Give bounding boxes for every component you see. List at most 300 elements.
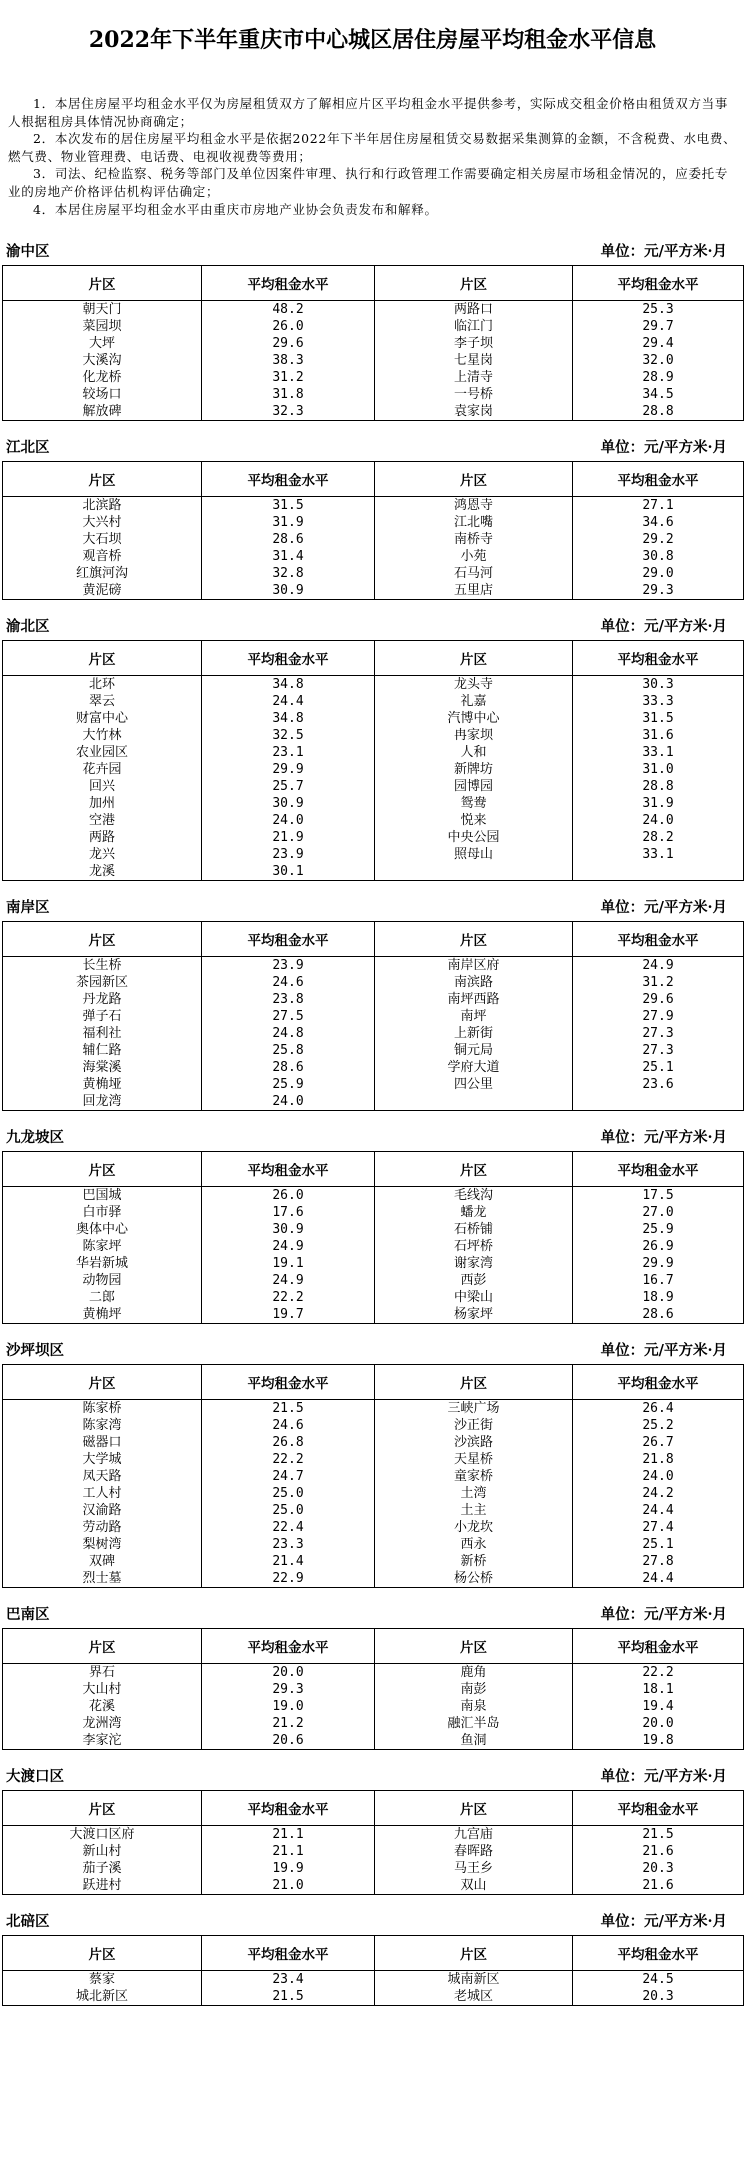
table-row xyxy=(3,1221,744,1238)
area-name: 解放碑 xyxy=(3,403,202,421)
rent-value: 25.9 xyxy=(573,1221,744,1238)
district-section xyxy=(2,600,743,881)
area-name: 奥体中心 xyxy=(3,1221,202,1238)
rent-value: 25.2 xyxy=(573,1417,744,1434)
rent-value: 33.1 xyxy=(573,846,744,863)
table-row xyxy=(3,778,744,795)
rent-value: 20.3 xyxy=(573,1860,744,1877)
rent-value: 30.8 xyxy=(573,548,744,565)
rent-value: 18.1 xyxy=(573,1681,744,1698)
column-header-rent: 平均租金水平 xyxy=(202,1791,375,1826)
area-name: 黄桷垭 xyxy=(3,1076,202,1093)
rent-value: 27.1 xyxy=(573,497,744,515)
area-name: 沙正街 xyxy=(375,1417,573,1434)
rent-value: 19.7 xyxy=(202,1306,375,1324)
area-name: 江北嘴 xyxy=(375,514,573,531)
column-header-area: 片区 xyxy=(375,922,573,957)
area-name: 弹子石 xyxy=(3,1008,202,1025)
area-name: 较场口 xyxy=(3,386,202,403)
column-header-area: 片区 xyxy=(3,1365,202,1400)
rent-value: 25.3 xyxy=(573,301,744,319)
area-name: 大竹林 xyxy=(3,727,202,744)
rent-value: 23.6 xyxy=(573,1076,744,1093)
table-row xyxy=(3,1732,744,1750)
rent-value: 32.0 xyxy=(573,352,744,369)
rent-value: 29.7 xyxy=(573,318,744,335)
area-name: 三峡广场 xyxy=(375,1400,573,1418)
table-row xyxy=(3,846,744,863)
rent-value: 23.9 xyxy=(202,846,375,863)
area-name: 磁器口 xyxy=(3,1434,202,1451)
column-header-area: 片区 xyxy=(3,1152,202,1187)
district-header xyxy=(2,881,743,921)
rent-table xyxy=(2,1151,744,1324)
table-row xyxy=(3,1843,744,1860)
rent-value: 24.4 xyxy=(573,1502,744,1519)
district-section xyxy=(2,881,743,1111)
column-header-rent: 平均租金水平 xyxy=(573,1791,744,1826)
table-row xyxy=(3,744,744,761)
column-header-rent: 平均租金水平 xyxy=(202,1936,375,1971)
area-name: 大山村 xyxy=(3,1681,202,1698)
rent-value: 38.3 xyxy=(202,352,375,369)
district-header xyxy=(2,1750,743,1790)
area-name: 红旗河沟 xyxy=(3,565,202,582)
rent-value: 19.4 xyxy=(573,1698,744,1715)
column-header-area: 片区 xyxy=(375,641,573,676)
table-row xyxy=(3,1400,744,1418)
table-row xyxy=(3,829,744,846)
area-name: 李子坝 xyxy=(375,335,573,352)
unit-label: 单位：元/平方米·月 xyxy=(600,1606,727,1623)
rent-value: 31.2 xyxy=(202,369,375,386)
table-row xyxy=(3,1468,744,1485)
table-row xyxy=(3,1187,744,1205)
area-name: 翠云 xyxy=(3,693,202,710)
page-title: 2022年下半年重庆市中心城区居住房屋平均租金水平信息 xyxy=(88,27,657,53)
area-name: 花卉园 xyxy=(3,761,202,778)
table-row xyxy=(3,1570,744,1588)
table-row xyxy=(3,1272,744,1289)
rent-value: 21.5 xyxy=(573,1826,744,1844)
rent-value: 30.1 xyxy=(202,863,375,881)
rent-value: 26.9 xyxy=(573,1238,744,1255)
rent-value: 21.1 xyxy=(202,1826,375,1844)
rent-value: 27.9 xyxy=(573,1008,744,1025)
table-row xyxy=(3,1860,744,1877)
table-row xyxy=(3,710,744,727)
rent-value: 31.0 xyxy=(573,761,744,778)
area-name: 马王乡 xyxy=(375,1860,573,1877)
rent-value: 34.8 xyxy=(202,710,375,727)
table-row xyxy=(3,1076,744,1093)
area-name: 观音桥 xyxy=(3,548,202,565)
table-row xyxy=(3,403,744,421)
area-name: 大溪沟 xyxy=(3,352,202,369)
area-name: 龙兴 xyxy=(3,846,202,863)
rent-value: 29.3 xyxy=(573,582,744,600)
rent-value: 30.9 xyxy=(202,582,375,600)
rent-value: 24.4 xyxy=(202,693,375,710)
rent-table xyxy=(2,265,744,421)
area-name: 动物园 xyxy=(3,1272,202,1289)
unit-label: 单位：元/平方米·月 xyxy=(600,243,727,260)
area-name: 南滨路 xyxy=(375,974,573,991)
area-name: 七星岗 xyxy=(375,352,573,369)
area-name: 一号桥 xyxy=(375,386,573,403)
column-header-area: 片区 xyxy=(3,922,202,957)
area-name: 财富中心 xyxy=(3,710,202,727)
rent-value: 28.6 xyxy=(202,1059,375,1076)
area-name: 石坪桥 xyxy=(375,1238,573,1255)
column-header-area: 片区 xyxy=(375,1365,573,1400)
rent-value: 28.9 xyxy=(573,369,744,386)
column-header-area: 片区 xyxy=(375,462,573,497)
area-name: 四公里 xyxy=(375,1076,573,1093)
area-name: 劳动路 xyxy=(3,1519,202,1536)
district-section xyxy=(2,225,743,421)
rent-value: 24.4 xyxy=(573,1570,744,1588)
rent-value: 21.4 xyxy=(202,1553,375,1570)
table-row xyxy=(3,863,744,881)
rent-value: 25.0 xyxy=(202,1485,375,1502)
table-row xyxy=(3,301,744,319)
rent-value: 24.0 xyxy=(202,812,375,829)
area-name: 朝天门 xyxy=(3,301,202,319)
rent-value: 21.2 xyxy=(202,1715,375,1732)
rent-value: 21.6 xyxy=(573,1877,744,1895)
rent-value: 29.6 xyxy=(202,335,375,352)
area-name xyxy=(375,1093,573,1111)
area-name: 新桥 xyxy=(375,1553,573,1570)
rent-value: 22.2 xyxy=(202,1289,375,1306)
rent-value: 32.3 xyxy=(202,403,375,421)
area-name: 老城区 xyxy=(375,1988,573,2006)
area-name: 冉家坝 xyxy=(375,727,573,744)
area-name: 大石坝 xyxy=(3,531,202,548)
table-row xyxy=(3,497,744,515)
table-row xyxy=(3,1238,744,1255)
rent-value: 24.0 xyxy=(573,1468,744,1485)
area-name: 鹿角 xyxy=(375,1664,573,1682)
table-row xyxy=(3,974,744,991)
area-name: 杨家坪 xyxy=(375,1306,573,1324)
table-row xyxy=(3,1289,744,1306)
district-section xyxy=(2,1588,743,1750)
area-name: 蟠龙 xyxy=(375,1204,573,1221)
area-name xyxy=(375,863,573,881)
rent-value: 25.0 xyxy=(202,1502,375,1519)
rent-value: 29.9 xyxy=(202,761,375,778)
rent-value: 22.2 xyxy=(202,1451,375,1468)
column-header-rent: 平均租金水平 xyxy=(202,1152,375,1187)
column-header-rent: 平均租金水平 xyxy=(573,462,744,497)
area-name: 黄泥磅 xyxy=(3,582,202,600)
rent-value: 31.6 xyxy=(573,727,744,744)
area-name: 鸳鸯 xyxy=(375,795,573,812)
table-row xyxy=(3,1255,744,1272)
district-name: 九龙坡区 xyxy=(6,1129,64,1146)
area-name: 陈家桥 xyxy=(3,1400,202,1418)
area-name: 南桥寺 xyxy=(375,531,573,548)
column-header-rent: 平均租金水平 xyxy=(202,922,375,957)
area-name: 土主 xyxy=(375,1502,573,1519)
rent-value: 34.6 xyxy=(573,514,744,531)
area-name: 大渡口区府 xyxy=(3,1826,202,1844)
rent-value: 19.9 xyxy=(202,1860,375,1877)
area-name: 上清寺 xyxy=(375,369,573,386)
area-name: 陈家湾 xyxy=(3,1417,202,1434)
area-name: 鱼洞 xyxy=(375,1732,573,1750)
table-row xyxy=(3,795,744,812)
area-name: 跃进村 xyxy=(3,1877,202,1895)
rent-value: 22.4 xyxy=(202,1519,375,1536)
rent-value: 24.9 xyxy=(573,957,744,975)
area-name: 天星桥 xyxy=(375,1451,573,1468)
rent-value: 25.9 xyxy=(202,1076,375,1093)
rent-table xyxy=(2,1364,744,1588)
rent-value: 30.9 xyxy=(202,1221,375,1238)
area-name: 龙头寺 xyxy=(375,676,573,694)
area-name: 茄子溪 xyxy=(3,1860,202,1877)
table-row xyxy=(3,1664,744,1682)
table-row xyxy=(3,957,744,975)
rent-value: 30.3 xyxy=(573,676,744,694)
district-header xyxy=(2,421,743,461)
rent-value xyxy=(573,863,744,881)
district-header xyxy=(2,225,743,265)
table-row xyxy=(3,1059,744,1076)
column-header-rent: 平均租金水平 xyxy=(573,1365,744,1400)
rent-value: 26.0 xyxy=(202,1187,375,1205)
unit-label: 单位：元/平方米·月 xyxy=(600,1342,727,1359)
area-name: 西彭 xyxy=(375,1272,573,1289)
rent-value: 29.6 xyxy=(573,991,744,1008)
column-header-area: 片区 xyxy=(3,462,202,497)
rent-value: 24.0 xyxy=(202,1093,375,1111)
table-row xyxy=(3,514,744,531)
table-row xyxy=(3,1042,744,1059)
area-name: 工人村 xyxy=(3,1485,202,1502)
rent-value: 16.7 xyxy=(573,1272,744,1289)
rent-value: 19.0 xyxy=(202,1698,375,1715)
area-name: 北滨路 xyxy=(3,497,202,515)
rent-value: 21.9 xyxy=(202,829,375,846)
rent-value: 24.5 xyxy=(573,1971,744,1989)
area-name: 杨公桥 xyxy=(375,1570,573,1588)
area-name: 小苑 xyxy=(375,548,573,565)
district-list xyxy=(2,225,743,2006)
area-name: 大坪 xyxy=(3,335,202,352)
area-name: 汽博中心 xyxy=(375,710,573,727)
table-row xyxy=(3,1417,744,1434)
area-name: 加州 xyxy=(3,795,202,812)
table-row xyxy=(3,1826,744,1844)
table-row xyxy=(3,1434,744,1451)
rent-value: 19.8 xyxy=(573,1732,744,1750)
area-name: 梨树湾 xyxy=(3,1536,202,1553)
rent-value: 18.9 xyxy=(573,1289,744,1306)
area-name: 花溪 xyxy=(3,1698,202,1715)
rent-value: 24.6 xyxy=(202,974,375,991)
rent-value: 30.9 xyxy=(202,795,375,812)
table-row xyxy=(3,1204,744,1221)
area-name: 园博园 xyxy=(375,778,573,795)
rent-value: 25.1 xyxy=(573,1059,744,1076)
rent-table xyxy=(2,640,744,881)
area-name: 李家沱 xyxy=(3,1732,202,1750)
area-name: 双山 xyxy=(375,1877,573,1895)
table-row xyxy=(3,1519,744,1536)
area-name: 龙溪 xyxy=(3,863,202,881)
district-section xyxy=(2,1111,743,1324)
district-name: 北碚区 xyxy=(6,1913,50,1930)
rent-value: 28.6 xyxy=(202,531,375,548)
area-name: 两路口 xyxy=(375,301,573,319)
table-row xyxy=(3,1698,744,1715)
area-name: 人和 xyxy=(375,744,573,761)
rent-value: 21.1 xyxy=(202,1843,375,1860)
area-name: 中梁山 xyxy=(375,1289,573,1306)
unit-label: 单位：元/平方米·月 xyxy=(600,899,727,916)
district-name: 沙坪坝区 xyxy=(6,1342,64,1359)
column-header-area: 片区 xyxy=(3,1791,202,1826)
rent-value: 27.3 xyxy=(573,1025,744,1042)
column-header-rent: 平均租金水平 xyxy=(202,1365,375,1400)
area-name: 南岸区府 xyxy=(375,957,573,975)
table-row xyxy=(3,1536,744,1553)
area-name: 汉渝路 xyxy=(3,1502,202,1519)
unit-label: 单位：元/平方米·月 xyxy=(600,1768,727,1785)
table-row xyxy=(3,531,744,548)
column-header-rent: 平均租金水平 xyxy=(573,1936,744,1971)
table-row xyxy=(3,1988,744,2006)
rent-value: 17.6 xyxy=(202,1204,375,1221)
area-name: 石桥铺 xyxy=(375,1221,573,1238)
table-row xyxy=(3,1553,744,1570)
table-row xyxy=(3,991,744,1008)
notes xyxy=(2,75,743,225)
district-header xyxy=(2,1324,743,1364)
table-row xyxy=(3,1008,744,1025)
rent-value: 24.9 xyxy=(202,1272,375,1289)
rent-table xyxy=(2,921,744,1111)
area-name: 童家桥 xyxy=(375,1468,573,1485)
district-name: 渝中区 xyxy=(6,243,50,260)
district-section xyxy=(2,421,743,600)
area-name: 化龙桥 xyxy=(3,369,202,386)
column-header-area: 片区 xyxy=(3,641,202,676)
area-name: 城北新区 xyxy=(3,1988,202,2006)
area-name: 谢家湾 xyxy=(375,1255,573,1272)
rent-value: 19.1 xyxy=(202,1255,375,1272)
district-name: 南岸区 xyxy=(6,899,50,916)
column-header-area: 片区 xyxy=(375,1629,573,1664)
area-name: 凤天路 xyxy=(3,1468,202,1485)
area-name: 陈家坪 xyxy=(3,1238,202,1255)
rent-value: 34.8 xyxy=(202,676,375,694)
rent-value: 29.2 xyxy=(573,531,744,548)
area-name: 南泉 xyxy=(375,1698,573,1715)
rent-value: 32.5 xyxy=(202,727,375,744)
rent-value: 25.8 xyxy=(202,1042,375,1059)
district-name: 大渡口区 xyxy=(6,1768,64,1785)
area-name: 中央公园 xyxy=(375,829,573,846)
table-row xyxy=(3,1306,744,1324)
area-name: 大学城 xyxy=(3,1451,202,1468)
rent-value: 27.4 xyxy=(573,1519,744,1536)
rent-value: 31.5 xyxy=(202,497,375,515)
area-name: 农业园区 xyxy=(3,744,202,761)
district-name: 江北区 xyxy=(6,439,50,456)
area-name: 小龙坎 xyxy=(375,1519,573,1536)
area-name: 丹龙路 xyxy=(3,991,202,1008)
rent-value: 28.2 xyxy=(573,829,744,846)
rent-value: 26.4 xyxy=(573,1400,744,1418)
area-name: 茶园新区 xyxy=(3,974,202,991)
district-section xyxy=(2,1895,743,2006)
rent-value: 24.7 xyxy=(202,1468,375,1485)
column-header-rent: 平均租金水平 xyxy=(573,1629,744,1664)
rent-value: 23.1 xyxy=(202,744,375,761)
rent-value: 23.4 xyxy=(202,1971,375,1989)
district-section xyxy=(2,1324,743,1588)
area-name: 照母山 xyxy=(375,846,573,863)
table-row xyxy=(3,1093,744,1111)
table-row xyxy=(3,1451,744,1468)
column-header-area: 片区 xyxy=(3,1936,202,1971)
area-name: 石马河 xyxy=(375,565,573,582)
area-name: 铜元局 xyxy=(375,1042,573,1059)
rent-value: 27.3 xyxy=(573,1042,744,1059)
table-row xyxy=(3,1971,744,1989)
note-1: 1．本居住房屋平均租金水平仅为房屋租赁双方了解相应片区平均租金水平提供参考，实际成交租金价格由租赁双方当事人根据租房具体情况协商确定； xyxy=(8,96,729,129)
table-row xyxy=(3,369,744,386)
area-name: 九宫庙 xyxy=(375,1826,573,1844)
rent-value: 24.6 xyxy=(202,1417,375,1434)
area-name: 袁家岗 xyxy=(375,403,573,421)
rent-value: 29.9 xyxy=(573,1255,744,1272)
column-header-rent: 平均租金水平 xyxy=(202,641,375,676)
area-name: 蔡家 xyxy=(3,1971,202,1989)
area-name: 南坪 xyxy=(375,1008,573,1025)
rent-value: 20.6 xyxy=(202,1732,375,1750)
area-name: 海棠溪 xyxy=(3,1059,202,1076)
rent-value: 21.6 xyxy=(573,1843,744,1860)
area-name: 辅仁路 xyxy=(3,1042,202,1059)
area-name: 土湾 xyxy=(375,1485,573,1502)
area-name: 长生桥 xyxy=(3,957,202,975)
area-name: 双碑 xyxy=(3,1553,202,1570)
rent-value: 31.5 xyxy=(573,710,744,727)
table-row xyxy=(3,1877,744,1895)
rent-value: 31.4 xyxy=(202,548,375,565)
column-header-area: 片区 xyxy=(3,266,202,301)
area-name: 北环 xyxy=(3,676,202,694)
table-row xyxy=(3,352,744,369)
district-name: 巴南区 xyxy=(6,1606,50,1623)
area-name: 福利社 xyxy=(3,1025,202,1042)
rent-table xyxy=(2,1790,744,1895)
area-name: 回龙湾 xyxy=(3,1093,202,1111)
area-name: 白市驿 xyxy=(3,1204,202,1221)
rent-value: 28.8 xyxy=(573,403,744,421)
rent-value: 29.3 xyxy=(202,1681,375,1698)
rent-value: 24.2 xyxy=(573,1485,744,1502)
table-row xyxy=(3,318,744,335)
table-row xyxy=(3,1025,744,1042)
table-row xyxy=(3,386,744,403)
